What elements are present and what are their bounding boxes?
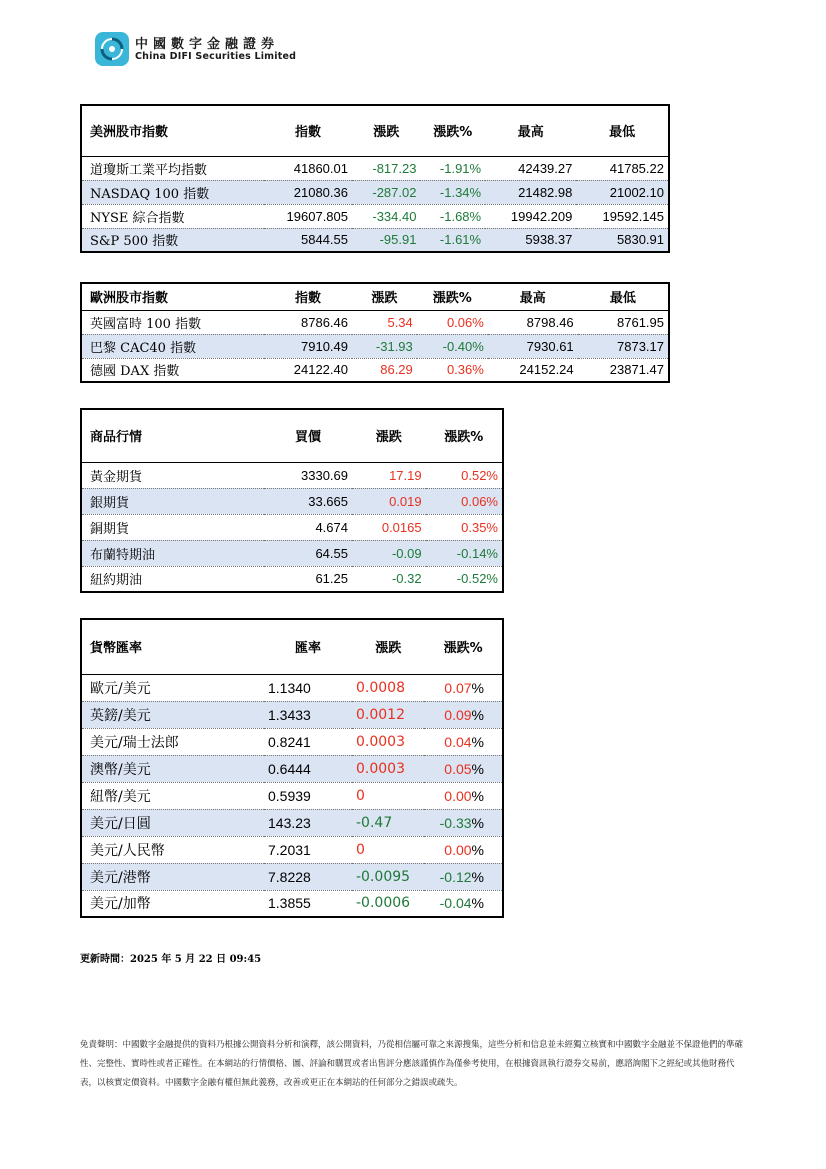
table-row (81, 836, 503, 863)
cell-pct-value: 0.00 (444, 841, 472, 858)
table-row (81, 540, 503, 566)
cell-name: 美元/加幣 (90, 896, 151, 913)
company-name-en: China DIFI Securities Limited (135, 51, 297, 62)
cell-price: 4.674 (264, 514, 352, 540)
column-header: 最低 (578, 283, 669, 310)
cell-price: 33.665 (264, 488, 352, 514)
column-header: 指數 (264, 105, 352, 156)
cell-change: -0.32 (391, 571, 422, 587)
cell-index: 7910.49 (264, 334, 352, 358)
disclaimer-text: 免責聲明：中國數字金融提供的資料乃根據公開資料分析和演釋，該公開資料，乃從相信屬可靠之來源搜集，這些分析和信息並未經獨立核實和中國數字金融並不保證他們的準確性、完整性、實時性或者正確性。在本網站的行情價格、圖、評論和購買或者出售評分應該謹慎作為僅參考使用，在根據資訊執行證券交易前，應諮詢閣下之經紀或其他財務代表，以核實定價資料。中國數字金融有權但無此義務，改善或更正在本網站的任何部分之錯誤或疏失。 (80, 1040, 744, 1088)
cell-high: 7930.61 (488, 334, 578, 358)
cell-change: 17.19 (352, 462, 426, 488)
cell-index: 19607.805 (264, 204, 352, 228)
cell-rate: 7.2031 (264, 836, 352, 863)
cell-pct-value: -0.04 (439, 895, 472, 912)
cell-price: 64.55 (264, 540, 352, 566)
table-row (81, 701, 503, 728)
cell-rate: 0.5939 (264, 782, 352, 809)
cell-high: 42439.27 (485, 156, 576, 180)
percent-sign: % (471, 706, 484, 723)
cell-pct (424, 755, 503, 782)
europe-indices-table (80, 282, 670, 383)
cell-pct-value: 0.05 (444, 760, 472, 777)
cell-pct (424, 728, 503, 755)
cell-low: 19592.145 (576, 204, 669, 228)
cell-index: 5844.55 (264, 228, 352, 252)
cell-pct: 0.35% (426, 514, 503, 540)
cell-name: 銅期貨 (81, 514, 264, 540)
cell-low: 5830.91 (576, 228, 669, 252)
column-header: 漲跌% (417, 283, 488, 310)
percent-sign: % (471, 814, 484, 831)
cell-name: 巴黎 CAC40 指數 (81, 334, 264, 358)
fx-rates-table (80, 618, 504, 918)
cell-price: 3330.69 (264, 462, 352, 488)
cell-pct: 0.52% (426, 462, 503, 488)
table-row (81, 674, 503, 701)
cell-change: 0.019 (352, 488, 426, 514)
cell-name: NASDAQ 100 指數 (81, 180, 264, 204)
cell-low: 21002.10 (576, 180, 669, 204)
column-header: 漲跌 (352, 283, 417, 310)
cell-change: -31.93 (352, 334, 417, 358)
cell-name: 澳幣/美元 (81, 755, 264, 782)
company-name-cn: 中國數字金融證券 (135, 37, 280, 52)
cell-pct-value: 0.00 (444, 787, 472, 804)
cell-name: NYSE 綜合指數 (81, 204, 264, 228)
cell-high: 8798.46 (488, 310, 578, 334)
cell-name: 紐約期油 (90, 573, 143, 589)
table-header-row (81, 619, 503, 674)
cell-pct (424, 674, 503, 701)
cell-pct (424, 782, 503, 809)
table-row (81, 462, 503, 488)
cell-rate: 1.3433 (264, 701, 352, 728)
cell-pct: -0.14% (426, 540, 503, 566)
cell-change: -0.0006 (356, 895, 411, 912)
table-row (81, 514, 503, 540)
cell-change: -817.23 (352, 156, 420, 180)
cell-pct (424, 863, 503, 890)
cell-rate: 0.6444 (264, 755, 352, 782)
cell-name: 英鎊/美元 (81, 701, 264, 728)
column-header: 最高 (485, 105, 576, 156)
logo-emblem-icon (95, 32, 129, 66)
company-logo (95, 30, 305, 70)
table-row (81, 228, 669, 252)
percent-sign: % (471, 868, 484, 885)
cell-name: 美元/瑞士法郎 (81, 728, 264, 755)
percent-sign: % (471, 841, 484, 858)
cell-high: 5938.37 (485, 228, 576, 252)
column-header: 漲跌 (352, 619, 424, 674)
cell-high: 19942.209 (485, 204, 576, 228)
cell-change: 0.0012 (352, 701, 424, 728)
cell-pct: -0.40% (417, 334, 488, 358)
cell-change: -95.91 (352, 228, 420, 252)
cell-pct: -1.68% (420, 204, 485, 228)
cell-name: 道瓊斯工業平均指數 (81, 156, 264, 180)
table-row (81, 890, 503, 917)
table-header-row (81, 283, 669, 310)
cell-change: 0 (352, 836, 424, 863)
table-row (81, 358, 669, 382)
table-row (81, 863, 503, 890)
percent-sign: % (471, 787, 484, 804)
table-row (81, 809, 503, 836)
column-header: 商品行情 (81, 409, 264, 462)
cell-pct: 0.06% (426, 488, 503, 514)
cell-change: -0.47 (352, 809, 424, 836)
cell-index: 24122.40 (293, 362, 348, 378)
table-row (81, 728, 503, 755)
cell-pct-value: 0.04 (444, 733, 472, 750)
cell-name: 美元/日圓 (81, 809, 264, 836)
cell-name: 美元/人民幣 (81, 836, 264, 863)
cell-name: 紐幣/美元 (81, 782, 264, 809)
table-row (81, 310, 669, 334)
column-header: 最高 (488, 283, 578, 310)
table-row (81, 488, 503, 514)
cell-change: 0.0165 (352, 514, 426, 540)
cell-change: -287.02 (352, 180, 420, 204)
cell-change: 86.29 (380, 362, 413, 378)
cell-pct (424, 836, 503, 863)
cell-change: -0.0095 (352, 863, 424, 890)
column-header: 買價 (264, 409, 352, 462)
cell-rate: 0.8241 (264, 728, 352, 755)
cell-change: 0.0003 (352, 728, 424, 755)
column-header: 漲跌 (352, 105, 420, 156)
cell-low: 41785.22 (576, 156, 669, 180)
cell-name: 英國富時 100 指數 (81, 310, 264, 334)
table-row (81, 782, 503, 809)
cell-change: 0 (352, 782, 424, 809)
cell-high: 21482.98 (485, 180, 576, 204)
column-header: 漲跌% (426, 409, 503, 462)
table-row (81, 204, 669, 228)
cell-name: 歐元/美元 (81, 674, 264, 701)
column-header: 歐洲股市指數 (81, 283, 264, 310)
cell-rate: 7.8228 (264, 863, 352, 890)
table-row (81, 156, 669, 180)
column-header: 貨幣匯率 (81, 619, 264, 674)
cell-rate: 1.3855 (268, 895, 311, 912)
percent-sign: % (471, 679, 484, 696)
cell-index: 8786.46 (264, 310, 352, 334)
column-header: 最低 (576, 105, 669, 156)
cell-pct: -1.91% (420, 156, 485, 180)
table-header-row (81, 105, 669, 156)
percent-sign: % (471, 760, 484, 777)
cell-pct-value: 0.07 (444, 679, 472, 696)
cell-pct: -1.34% (420, 180, 485, 204)
cell-index: 21080.36 (264, 180, 352, 204)
cell-name: S&P 500 指數 (81, 228, 264, 252)
cell-change: 0.0003 (352, 755, 424, 782)
cell-pct: 0.06% (417, 310, 488, 334)
cell-pct (424, 701, 503, 728)
column-header: 漲跌% (424, 619, 503, 674)
cell-change: -0.09 (352, 540, 426, 566)
percent-sign: % (471, 733, 484, 750)
table-row (81, 334, 669, 358)
cell-pct-value: 0.09 (444, 706, 472, 723)
cell-pct (424, 890, 503, 917)
cell-change: 5.34 (352, 310, 417, 334)
cell-low: 7873.17 (578, 334, 669, 358)
table-row (81, 755, 503, 782)
cell-price: 61.25 (315, 571, 348, 587)
cell-index: 41860.01 (264, 156, 352, 180)
table-header-row (81, 409, 503, 462)
cell-pct: -0.52% (456, 571, 498, 587)
cell-pct-value: -0.33 (439, 814, 472, 831)
table-row (81, 566, 503, 592)
cell-rate: 143.23 (264, 809, 352, 836)
cell-low: 8761.95 (578, 310, 669, 334)
cell-pct: -1.61% (420, 228, 485, 252)
cell-name: 美元/港幣 (81, 863, 264, 890)
column-header: 漲跌 (352, 409, 426, 462)
column-header: 美洲股市指數 (81, 105, 264, 156)
table-row (81, 180, 669, 204)
column-header: 匯率 (264, 619, 352, 674)
cell-pct (424, 809, 503, 836)
cell-change: -334.40 (352, 204, 420, 228)
percent-sign: % (471, 895, 484, 912)
cell-pct-value: -0.12 (439, 868, 472, 885)
column-header: 指數 (264, 283, 352, 310)
cell-low: 23871.47 (609, 362, 664, 378)
cell-high: 24152.24 (519, 362, 574, 378)
cell-name: 黃金期貨 (81, 462, 264, 488)
cell-change: 0.0008 (352, 674, 424, 701)
cell-pct: 0.36% (446, 362, 484, 378)
column-header: 漲跌% (420, 105, 485, 156)
update-time: 更新時間：2025 年 5 月 22 日 09:45 (80, 954, 262, 965)
cell-rate: 1.1340 (264, 674, 352, 701)
cell-name: 布蘭特期油 (81, 540, 264, 566)
commodities-table (80, 408, 504, 593)
cell-name: 德國 DAX 指數 (90, 364, 180, 380)
cell-name: 銀期貨 (81, 488, 264, 514)
us-indices-table (80, 104, 670, 253)
